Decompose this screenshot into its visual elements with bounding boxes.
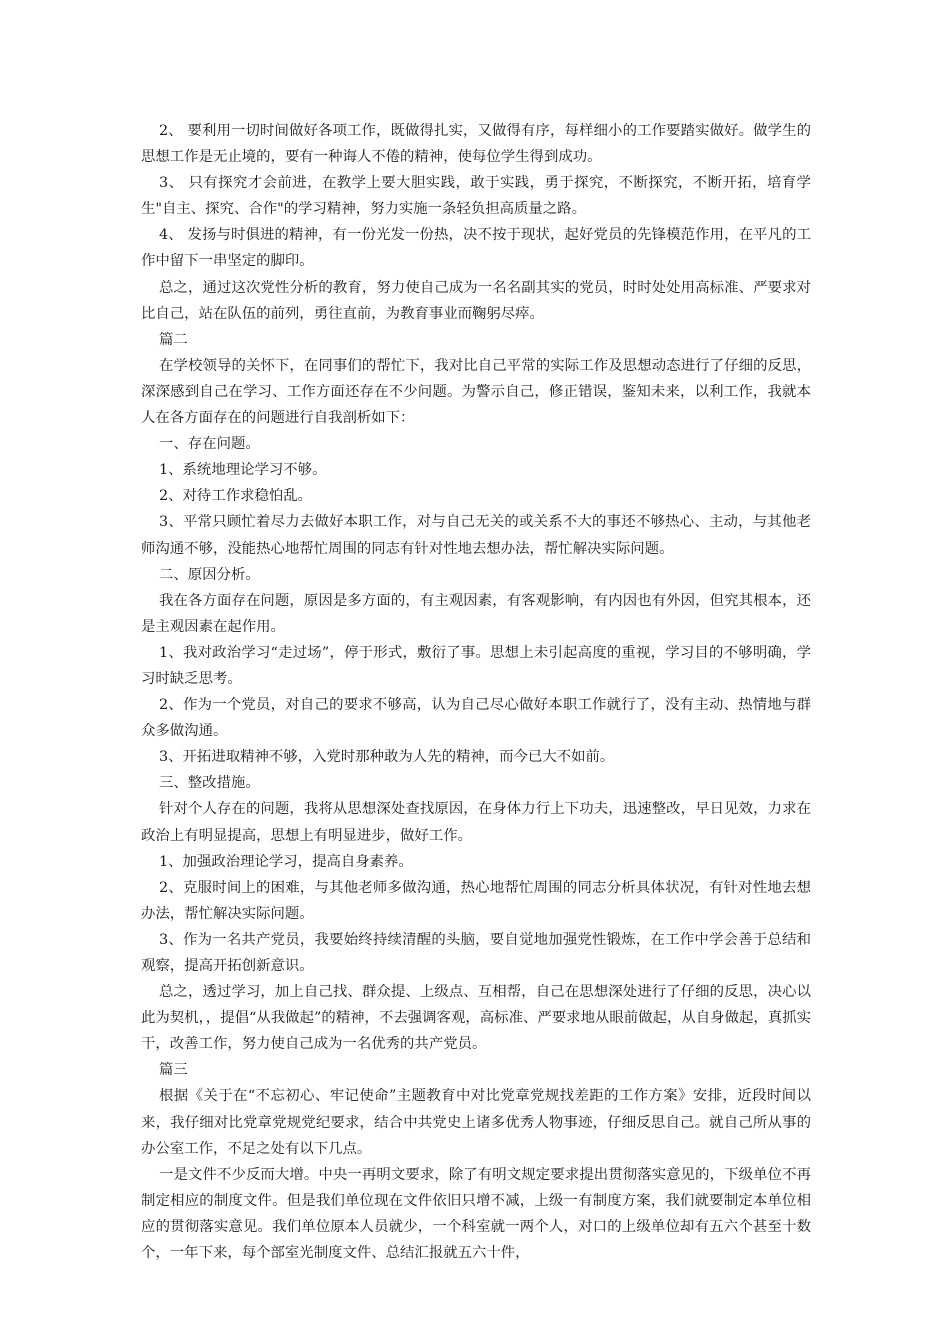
- paragraph: 2、 要利用一切时间做好各项工作，既做得扎实，又做得有序，每样细小的工作要踏实做好。做学生的思想工作是无止境的，要有一种诲人不倦的精神，使每位学生得到成功。: [141, 123, 811, 166]
- paragraph: 我在各方面存在问题，原因是多方面的，有主观因素，有客观影响，有内因也有外因，但究其根本，还是主观因素在起作用。: [141, 592, 811, 635]
- document-body: [141, 118, 811, 1266]
- paragraph: 总之，通过这次党性分析的教育，努力使自己成为一名名副其实的党员，时时处处用高标准、严要求对比自己，站在队伍的前列，勇往直前，为教育事业而鞠躬尽瘁。: [141, 279, 811, 322]
- paragraph: 根据《关于在“不忘初心、牢记使命”主题教育中对比党章党规找差距的工作方案》安排，近段时间以来，我仔细对比党章党规党纪要求，结合中共党史上诸多优秀人物事迹，仔细反思自己。就自己所从事的办公室工作，不足之处有以下几点。: [141, 1088, 811, 1157]
- subheading: 一、存在问题。: [159, 436, 260, 453]
- paragraph: 3、作为一名共产党员，我要始终持续清醒的头脑，要自觉地加强党性锻炼，在工作中学会善于总结和观察，提高开拓创新意识。: [141, 931, 811, 974]
- section-heading: 篇三: [159, 1062, 188, 1079]
- paragraph: 2、作为一个党员，对自己的要求不够高，认为自己尽心做好本职工作就行了，没有主动、热情地与群众多做沟通。: [141, 697, 811, 740]
- paragraph: 1、系统地理论学习不够。: [159, 462, 327, 479]
- paragraph: 2、对待工作求稳怕乱。: [159, 488, 313, 505]
- paragraph: 在学校领导的关怀下，在同事们的帮忙下，我对比自己平常的实际工作及思想动态进行了仔细的反思，深深感到自己在学习、工作方面还存在不少问题。为警示自己，修正错误，鉴知未来，以利工作，我就本人在各方面存在的问题进行自我剖析如下：: [141, 357, 811, 427]
- paragraph: 4、 发扬与时俱进的精神，有一份光发一份热，决不按于现状，起好党员的先锋模范作用，在平凡的工作中留下一串坚定的脚印。: [141, 227, 811, 270]
- paragraph: 1、我对政治学习“走过场”，停于形式，敷衍了事。思想上未引起高度的重视，学习目的不够明确，学习时缺乏思考。: [141, 644, 811, 687]
- section-heading: 篇二: [159, 331, 188, 348]
- subheading: 三、整改措施。: [159, 775, 260, 792]
- paragraph: 3、开拓进取精神不够，入党时那种敢为人先的精神，而今已大不如前。: [159, 749, 615, 766]
- paragraph: 针对个人存在的问题，我将从思想深处查找原因，在身体力行上下功夫，迅速整改，早日见效，力求在政治上有明显提高，思想上有明显进步，做好工作。: [141, 801, 811, 844]
- paragraph: 1、加强政治理论学习，提高自身素养。: [159, 853, 413, 870]
- paragraph: 3、 只有探究才会前进，在教学上要大胆实践，敢于实践，勇于探究，不断探究，不断开拓，培育学生"自主、探究、合作"的学习精神，努力实施一条轻负担高质量之路。: [141, 175, 811, 218]
- paragraph: 总之，透过学习，加上自己找、群众提、上级点、互相帮，自己在思想深处进行了仔细的反思，决心以此为契机，，提倡“从我做起”的精神，不去强调客观，高标准、严要求地从眼前做起，从自身做起，真抓实干，改善工作，努力使自己成为一名优秀的共产党员。: [141, 984, 811, 1053]
- paragraph: 3、平常只顾忙着尽力去做好本职工作，对与自己无关的或关系不大的事还不够热心、主动，与其他老师沟通不够，没能热心地帮忙周围的同志有针对性地去想办法，帮忙解决实际问题。: [141, 514, 811, 557]
- paragraph: 2、克服时间上的困难，与其他老师多做沟通，热心地帮忙周围的同志分析具体状况，有针对性地去想办法，帮忙解决实际问题。: [141, 879, 811, 922]
- paragraph: 一是文件不少反而大增。中央一再明文要求，除了有明文规定要求提出贯彻落实意见的，下级单位不再制定相应的制度文件。但是我们单位现在文件依旧只增不减，上级一有制度方案，我们就要制定本单位相应的贯彻落实意见。我们单位原本人员就少，一个科室就一两个人，对口的上级单位却有五六个甚至十数个，一年下来，每个部室光制度文件、总结汇报就五六十件，: [141, 1166, 811, 1262]
- subheading: 二、原因分析。: [159, 566, 260, 583]
